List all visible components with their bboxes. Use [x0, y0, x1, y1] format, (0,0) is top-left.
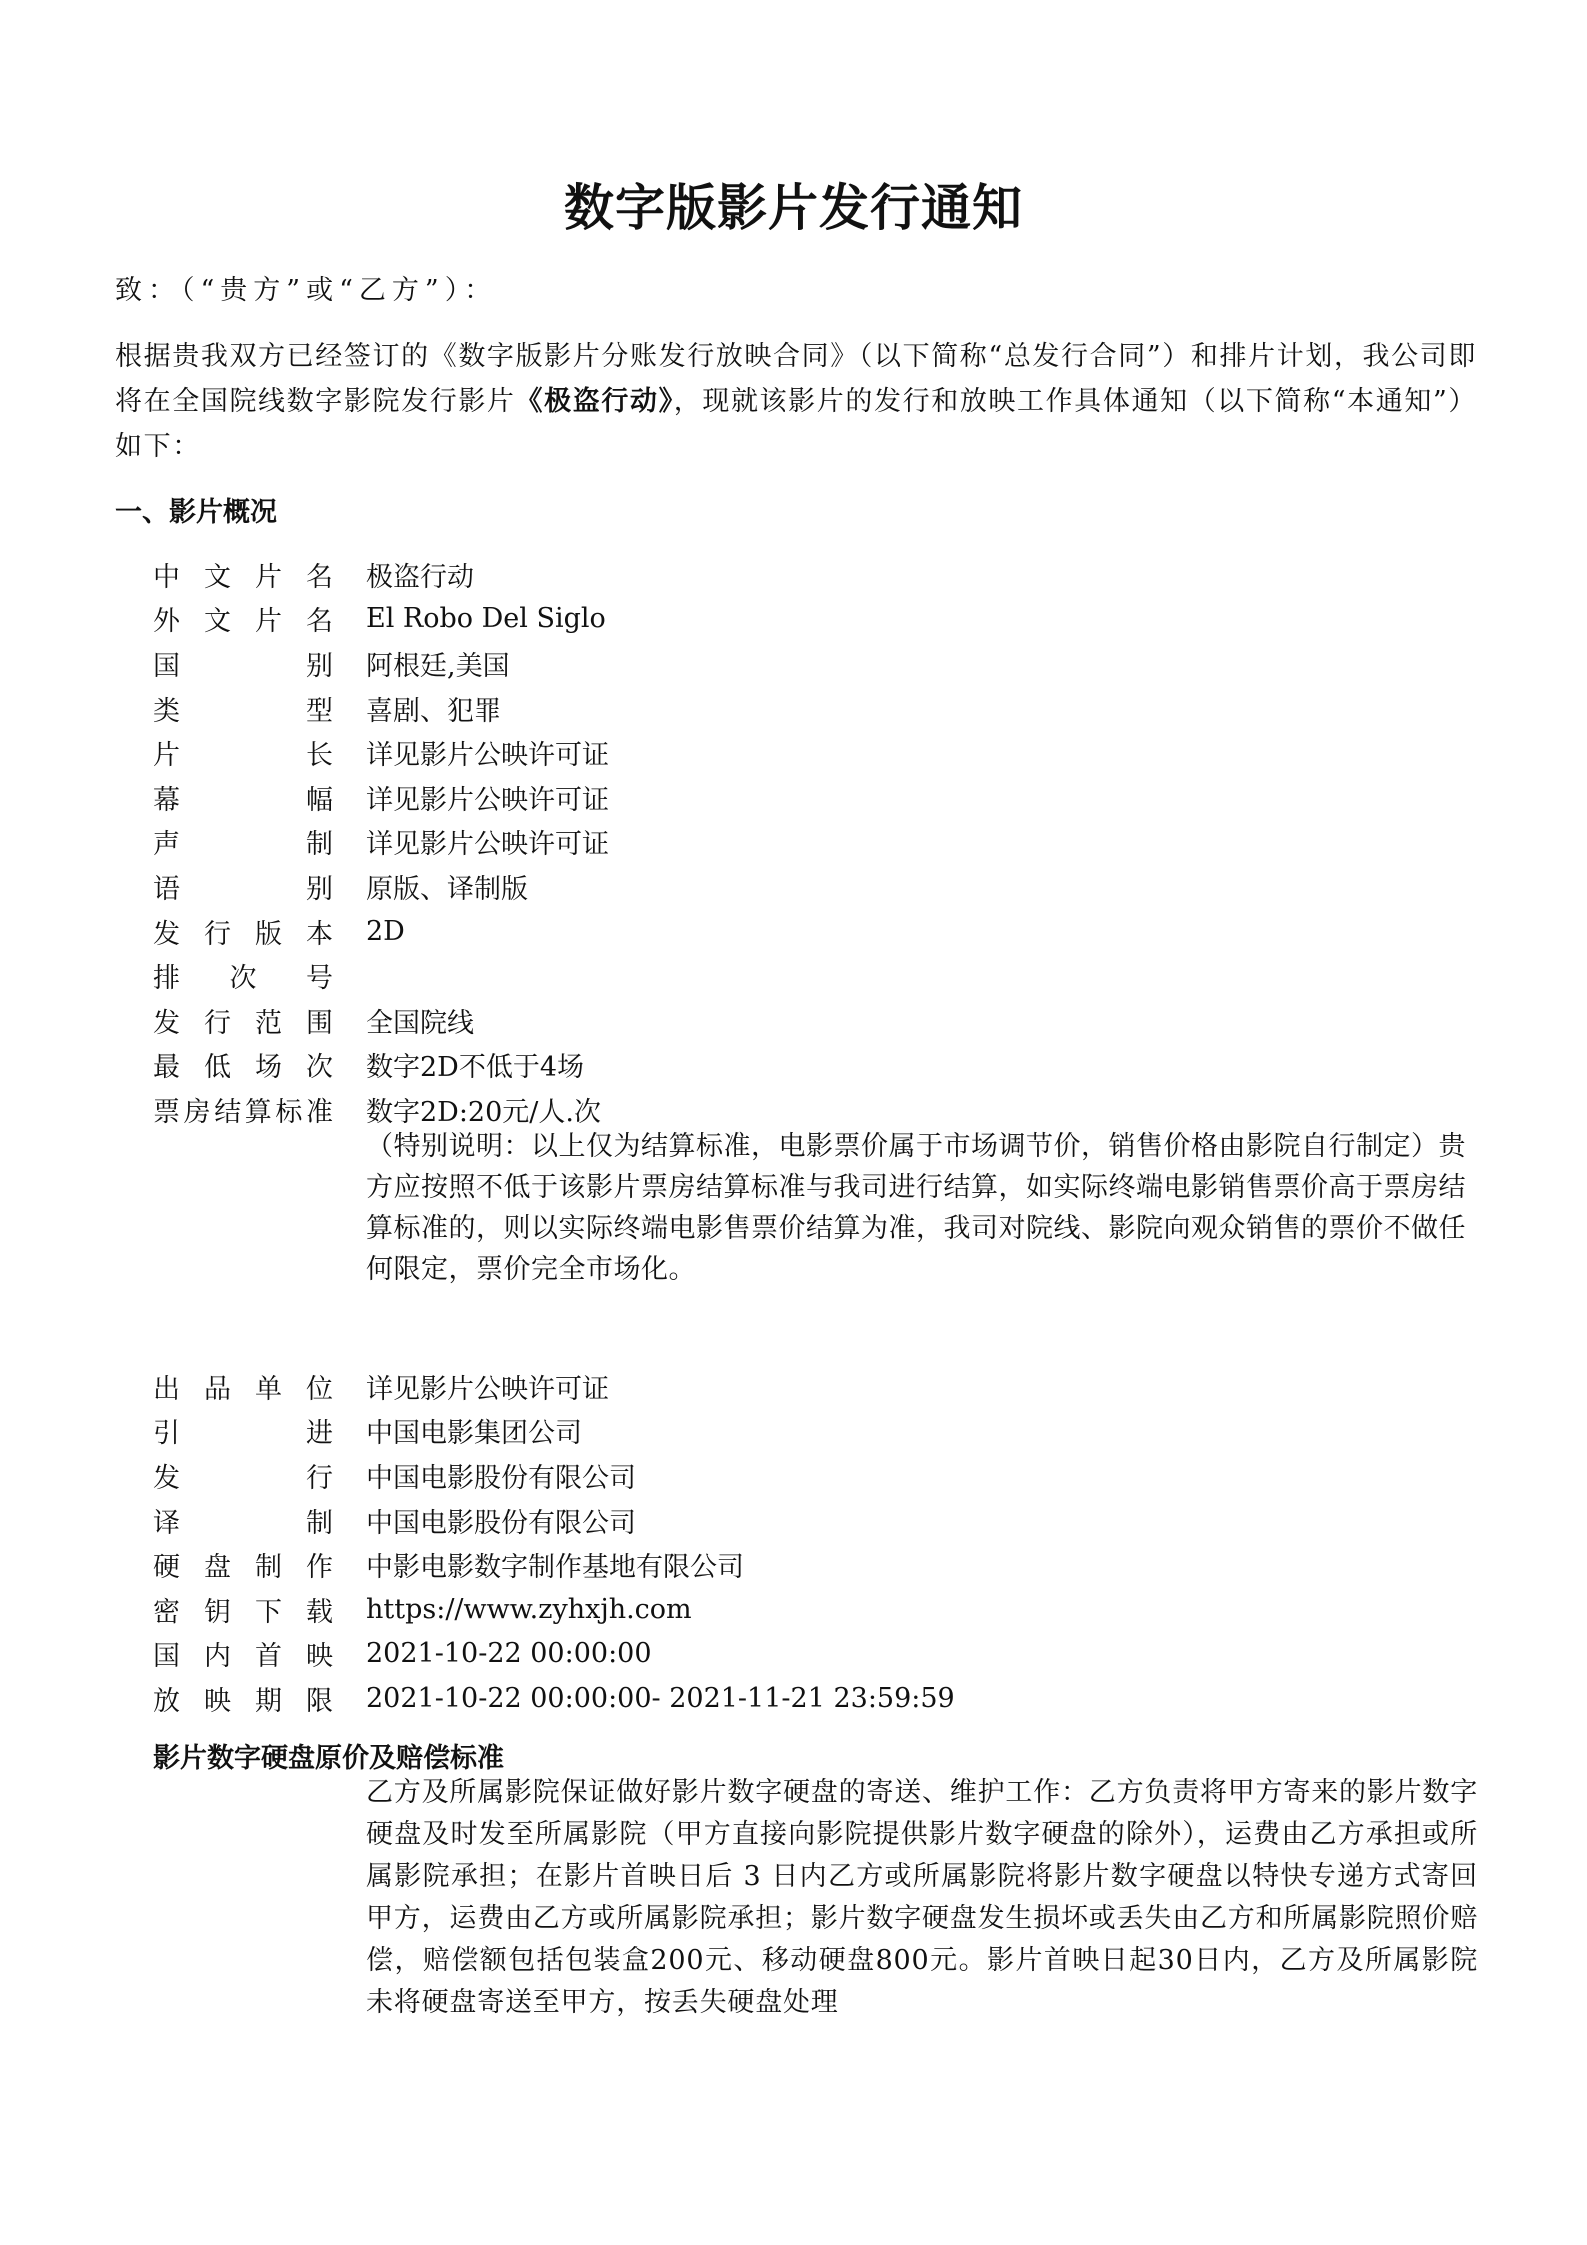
info-label: 片 长: [153, 740, 333, 772]
info-value: 原版、译制版: [366, 873, 528, 905]
compensation-text: 乙方及所属影院保证做好影片数字硬盘的寄送、维护工作：乙方负责将甲方寄来的影片数字硬盘及时发至所属影院（甲方直接向影院提供影片数字硬盘的除外），运费由乙方承担或所属影院承担；在影片首映日后 3 日内乙方或所属影院将影片数字硬盘以特快专递方式寄回甲方，运费由乙方或所属影院承担；影片数字硬盘发生损坏或丢失由乙方和所属影院照价赔偿，赔偿额包括包装盒200元、移动硬盘800元。影片首映日起30日内，乙方及所属影院未将硬盘寄送至甲方，按丢失硬盘处理: [366, 1777, 1478, 2018]
document-title: 数字版影片发行通知: [564, 179, 1023, 237]
info-label: 排 次 号: [153, 963, 333, 995]
info-label: 放 映 期 限: [153, 1685, 333, 1717]
info-value: El Robo Del Siglo: [366, 603, 606, 635]
info-value: 2021-10-22 00:00:00: [366, 1638, 652, 1670]
info-value: 数字2D:20元/人.次: [366, 1096, 601, 1128]
info-value: 详见影片公映许可证: [366, 740, 609, 772]
info-label: 票 房 结 算 标 准: [153, 1096, 333, 1128]
info-label: 发 行: [153, 1462, 333, 1494]
info-row: [153, 1632, 1483, 1677]
info-row: [153, 775, 1483, 820]
info-label: 类 型: [153, 695, 333, 727]
info-label: 国 内 首 映: [153, 1641, 333, 1673]
info-value: 中影电影数字制作基地有限公司: [366, 1552, 744, 1584]
info-label: 最 低 场 次: [153, 1052, 333, 1084]
info-label: 中 文 片 名: [153, 561, 333, 593]
info-value: 阿根廷,美国: [366, 650, 510, 682]
info-label: 幕 幅: [153, 784, 333, 816]
info-value: https://www.zyhxjh.com: [366, 1593, 692, 1625]
info-row: [153, 686, 1483, 731]
info-value: 2021-10-22 00:00:00- 2021-11-21 23:59:59: [366, 1682, 955, 1714]
intro-film-title: 《极盗行动》: [515, 386, 674, 417]
intro-text-after: ，现就该影片的发行和放映工作具体通知（以下简称“本通知”）如下：: [115, 386, 1477, 462]
info-label: 出 品 单 位: [153, 1373, 333, 1405]
info-value: 详见影片公映许可证: [366, 1373, 609, 1405]
info-row: [153, 864, 1483, 909]
info-value: 中国电影股份有限公司: [366, 1507, 636, 1539]
info-label: 引 进: [153, 1418, 333, 1450]
info-label: 国 别: [153, 650, 333, 682]
info-value: 详见影片公映许可证: [366, 784, 609, 816]
info-row: [153, 1453, 1483, 1498]
info-row: [153, 1587, 1483, 1632]
info-label: 外 文 片 名: [153, 606, 333, 638]
info-row: [153, 1364, 1483, 1409]
info-row: [153, 998, 1483, 1043]
info-row: [153, 953, 1483, 998]
info-label: 发 行 范 围: [153, 1007, 333, 1039]
info-row: [153, 909, 1483, 954]
info-row: [153, 1676, 1483, 1721]
info-row: [153, 730, 1483, 775]
info-value: 中国电影集团公司: [366, 1418, 582, 1450]
info-row: [153, 1409, 1483, 1454]
info-value: 数字2D不低于4场: [366, 1052, 585, 1084]
info-label: 硬 盘 制 作: [153, 1552, 333, 1584]
info-row: [153, 1498, 1483, 1543]
details-list: [153, 1364, 1483, 1721]
info-value: 喜剧、犯罪: [366, 695, 501, 727]
settlement-note: （特别说明：以上仅为结算标准，电影票价属于市场调节价，销售价格由影院自行制定）贵方应按照不低于该影片票房结算标准与我司进行结算，如实际终端电影销售票价高于票房结算标准的，则以实际终端电影售票价结算为准，我司对院线、影院向观众销售的票价不做任何限定，票价完全市场化。: [366, 1131, 1466, 1285]
info-row: [153, 597, 1483, 642]
info-value: 极盗行动: [366, 561, 474, 593]
info-row: [153, 820, 1483, 865]
info-value: 2D: [366, 915, 405, 947]
info-label: 语 别: [153, 873, 333, 905]
info-row: [153, 1542, 1483, 1587]
info-value: 详见影片公映许可证: [366, 829, 609, 861]
info-label: 密 钥 下 载: [153, 1596, 333, 1628]
info-value: 中国电影股份有限公司: [366, 1462, 636, 1494]
info-label: 发 行 版 本: [153, 918, 333, 950]
info-label: 声 制: [153, 829, 333, 861]
info-row: [153, 1043, 1483, 1088]
info-value: 全国院线: [366, 1007, 474, 1039]
info-row: [153, 552, 1483, 597]
salutation: 致：（“贵方”或“乙方”）：: [115, 275, 498, 306]
overview-list: [153, 552, 1483, 1132]
intro-paragraph: [115, 334, 1477, 469]
compensation-title: 影片数字硬盘原价及赔偿标准: [153, 1743, 504, 1774]
intro-text-before: 根据贵我双方已经签订的《数字版影片分账发行放映合同》（以下简称“总发行合同”）和排片计划，我公司即将在全国院线数字影院发行影片: [115, 341, 1477, 417]
info-label: 译 制: [153, 1507, 333, 1539]
info-row: [153, 641, 1483, 686]
section-title-overview: 一、影片概况: [115, 497, 277, 528]
